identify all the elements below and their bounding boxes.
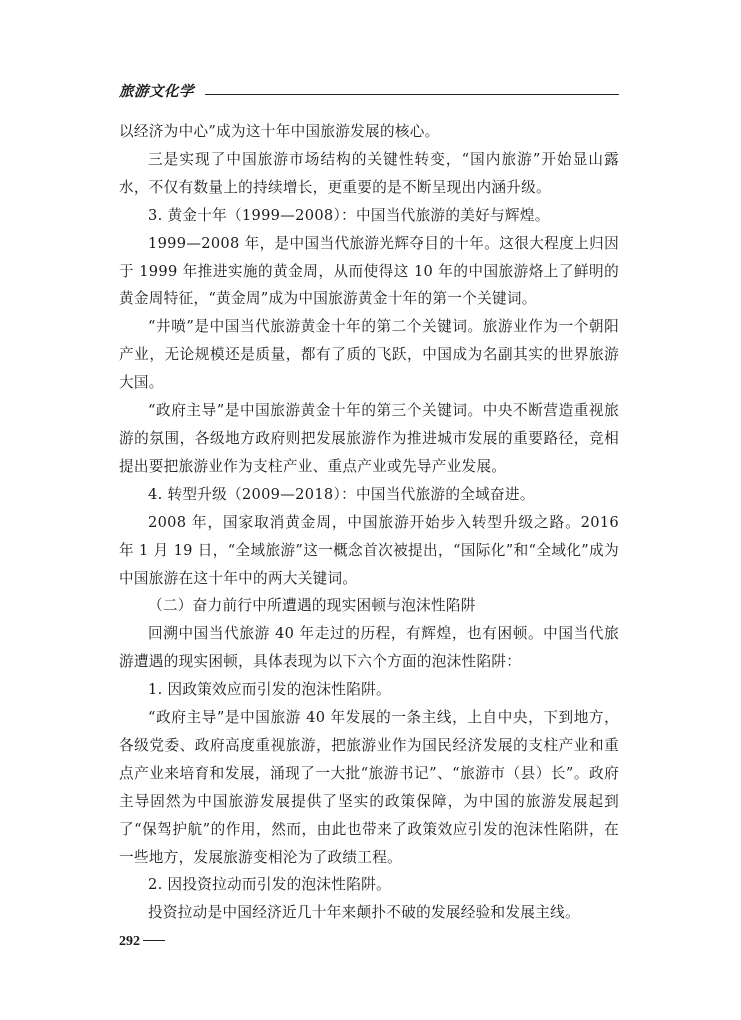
book-title: 旅游文化学 [119, 84, 194, 100]
paragraph: “井喷”是中国当代旅游黄金十年的第二个关键词。旅游业作为一个朝阳产业，无论规模还是质量，都有了质的飞跃，中国成为名副其实的世界旅游大国。 [119, 318, 619, 392]
paragraph: 投资拉动是中国经济近几十年来颠扑不破的发展经验和发展主线。 [148, 904, 580, 922]
paragraph: 2008 年，国家取消黄金周，中国旅游开始步入转型升级之路。2016 年 1 月 19 日，“全域旅游”这一概念首次被提出，“国际化”和“全域化”成为中国旅游在这十年中的两大关键词。 [119, 513, 619, 587]
paragraph: 三是实现了中国旅游市场结构的关键性转变，“国内旅游”开始显山露水，不仅有数量上的持续增长，更重要的是不断呈现出内涵升级。 [119, 150, 619, 196]
paragraph: “政府主导”是中国旅游黄金十年的第三个关键词。中央不断营造重视旅游的氛围，各级地方政府则把发展旅游作为推进城市发展的重要路径，竞相提出要把旅游业作为支柱产业、重点产业或先导产业发展。 [119, 402, 619, 475]
section-heading: 1. 因政策效应而引发的泡沫性陷阱。 [148, 681, 391, 699]
body-text [119, 118, 619, 927]
running-header [119, 82, 619, 106]
paragraph: 以经济为中心”成为这十年中国旅游发展的核心。 [119, 123, 440, 140]
page-number: 292 [119, 934, 140, 949]
header-rule [205, 94, 619, 95]
paragraph: 回溯中国当代旅游 40 年走过的历程，有辉煌，也有困顿。中国当代旅游遭遇的现实困顿，具体表现为以下六个方面的泡沫性陷阱： [119, 625, 619, 671]
paragraph: “政府主导”是中国旅游 40 年发展的一条主线，上自中央，下到地方，各级党委、政府高度重视旅游，把旅游业作为国民经济发展的支柱产业和重点产业来培育和发展，涌现了一大批“旅游书记”、“旅游市（县）长”。政府主导固然为中国旅游发展提供了坚实的政策保障，为中国的旅游发展起到了“保驾护航”的作用，然而，由此也带来了政策效应引发的泡沫性陷阱，在一些地方，发展旅游变相沦为了政绩工程。 [119, 709, 619, 866]
footer-rule [143, 940, 165, 941]
section-heading: （二）奋力前行中所遭遇的现实困顿与泡沫性陷阱 [148, 597, 476, 615]
section-heading: 3. 黄金十年（1999—2008）：中国当代旅游的美好与辉煌。 [148, 206, 550, 224]
section-heading: 2. 因投资拉动而引发的泡沫性陷阱。 [148, 876, 391, 894]
paragraph: 1999—2008 年，是中国当代旅游光辉夺目的十年。这很大程度上归因于 1999 年推进实施的黄金周，从而使得这 10 年的中国旅游烙上了鲜明的黄金周特征，“黄金周”成为中国旅游黄金十年的第一个关键词。 [119, 234, 619, 308]
section-heading: 4. 转型升级（2009—2018）：中国当代旅游的全域奋进。 [148, 485, 535, 503]
page-footer [119, 930, 165, 948]
